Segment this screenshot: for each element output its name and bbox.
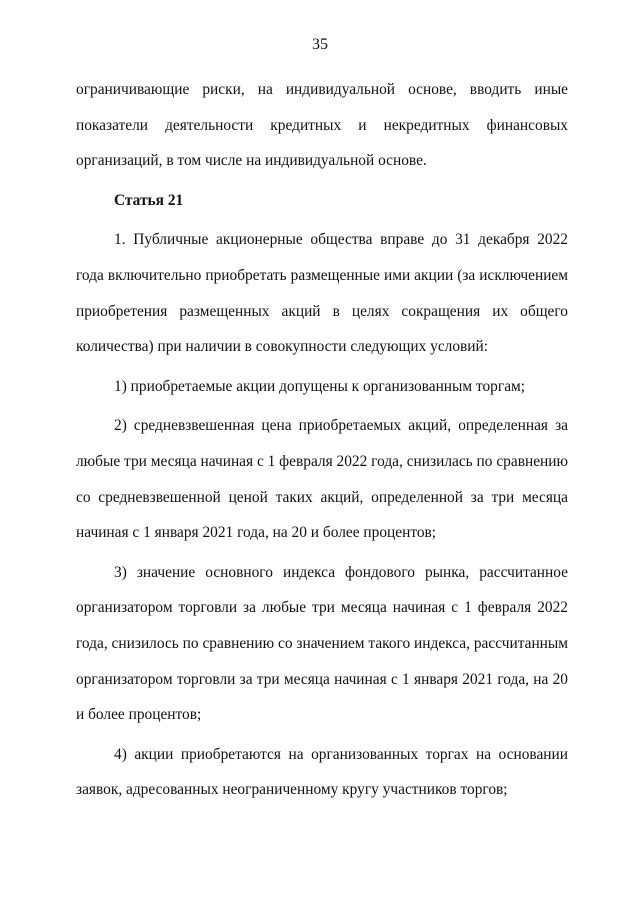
- document-body: [76, 72, 568, 808]
- paragraph-condition-4: 4) акции приобретаются на организованных торгах на основании заявок, адресованных неограниченному кругу участников торгов;: [76, 745, 568, 799]
- paragraph-condition-2: 2) средневзвешенная цена приобретаемых акций, определенная за любые три месяца начиная с 1 февраля 2022 года, снизилась по сравнению со средневзвешенной ценой таких акций, определенной за три месяца начиная с 1 января 2021 года, на 20 и более процентов;: [76, 417, 568, 542]
- paragraph-condition-1: 1) приобретаемые акции допущены к организованным торгам;: [114, 377, 526, 395]
- paragraph-continuation: ограничивающие риски, на индивидуальной основе, вводить иные показатели деятельности кредитных и некредитных финансовых организаций, в том числе на индивидуальной основе.: [76, 81, 568, 170]
- paragraph-condition-3: 3) значение основного индекса фондового рынка, рассчитанное организатором торговли за любые три месяца начиная с 1 февраля 2022 года, снизилось по сравнению со значением такого индекса, рассчитанным организатором торговли за три месяца начиная с 1 января 2021 года, на 20 и более процентов;: [76, 563, 568, 724]
- page-number: 35: [312, 36, 328, 53]
- paragraph-clause-1: 1. Публичные акционерные общества вправе до 31 декабря 2022 года включительно приобретать размещенные ими акции (за исключением приобретения размещенных акций в целях сокращения их общего количества) при наличии в совокупности следующих условий:: [76, 231, 568, 356]
- article-heading: Статья 21: [114, 191, 184, 209]
